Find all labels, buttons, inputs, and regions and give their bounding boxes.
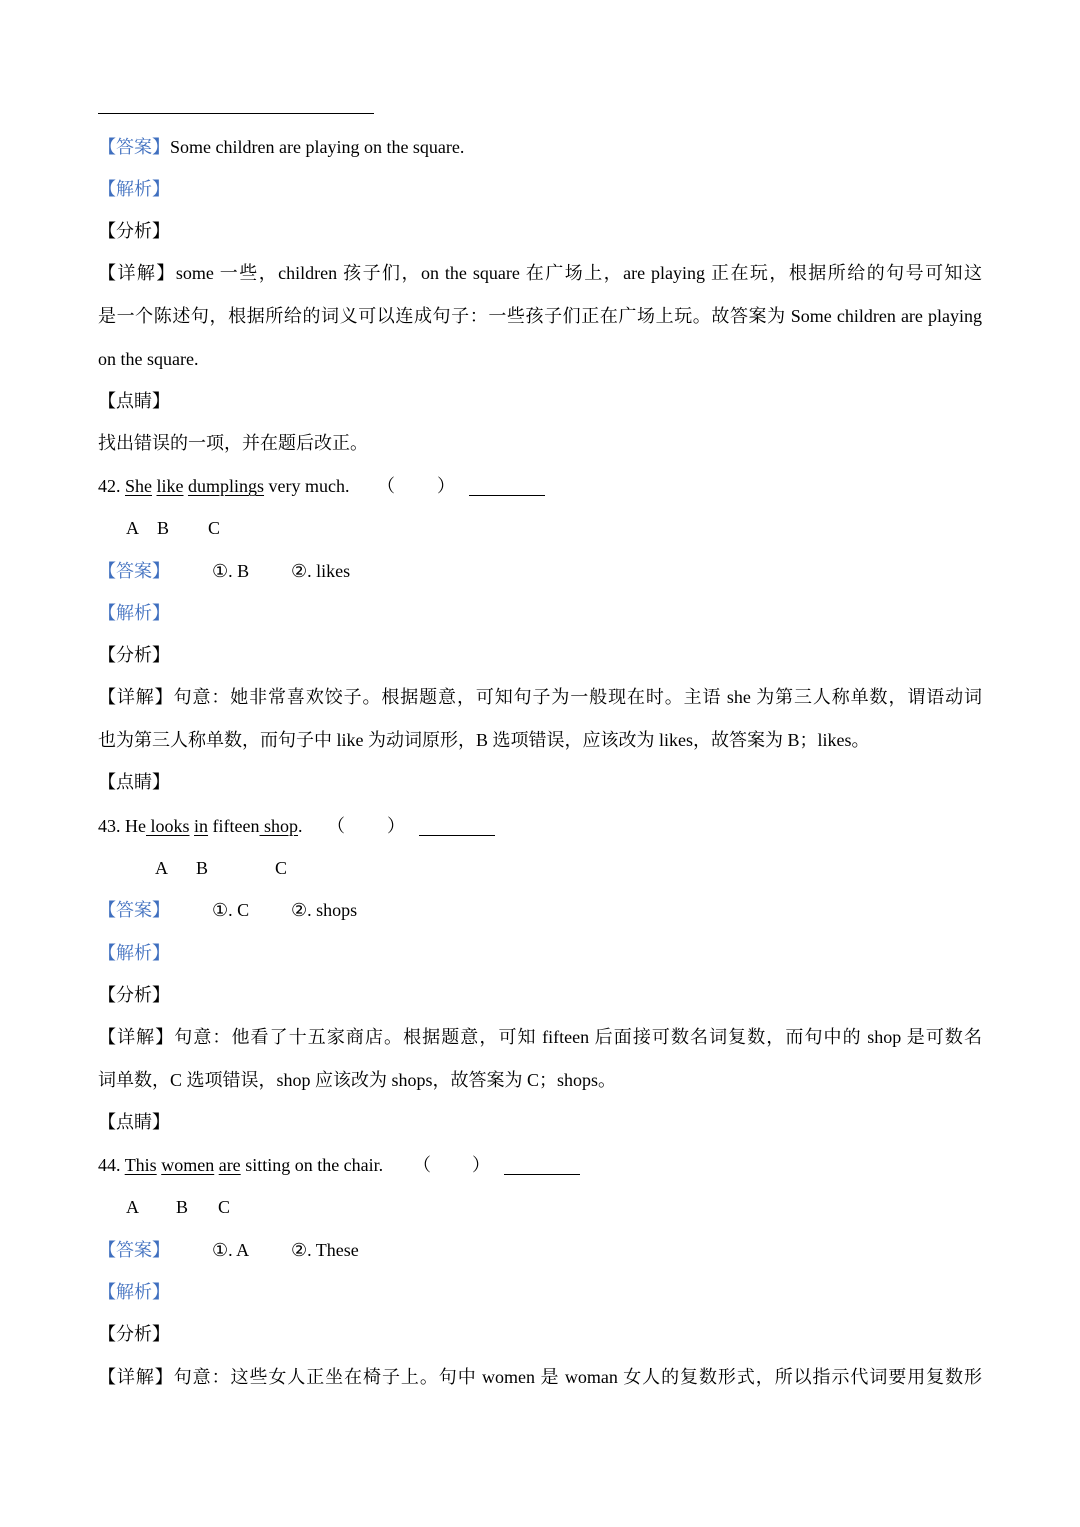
q44-option-c: C [218, 1197, 231, 1217]
q44-answer-2: ②. These [291, 1240, 359, 1260]
q43-seg: 43. He [98, 816, 146, 836]
question-43-sentence [98, 814, 303, 838]
section-instruction: 找出错误的一项，并在题后改正。 [98, 433, 368, 453]
q43-detail-line-1 [98, 1025, 982, 1049]
q41-answer-line [98, 135, 464, 159]
analysis-tag: 【解析】 [98, 603, 170, 623]
analysis-tag: 【解析】 [98, 179, 170, 199]
q41-answer-text: Some children are playing on the square. [170, 137, 465, 157]
analysis-tag: 【解析】 [98, 943, 170, 963]
q42-option-c: C [208, 518, 221, 538]
q42-paren-close: ） [437, 476, 455, 496]
q42-answer-1: ①. B [212, 561, 250, 581]
answer-tag: 【答案】 [98, 1240, 170, 1260]
q43-option-c: C [275, 858, 288, 878]
q42-option-b: B [157, 518, 170, 538]
q43-option-a: A [155, 858, 168, 878]
q43-answer-blank [419, 835, 495, 836]
q44-underlined-c: are [218, 1155, 241, 1175]
detail-tag: 【详解】 [98, 1367, 174, 1387]
q42-option-a: A [126, 518, 139, 538]
q44-answer-1: ①. A [212, 1240, 250, 1260]
detail-tag: 【详解】 [98, 1027, 175, 1047]
q43-answer-2: ②. shops [291, 900, 358, 920]
q42-underlined-c: dumplings [188, 476, 265, 496]
q42-detail-text-1: 句意：她非常喜欢饺子。根据题意，可知句子为一般现在时。主语 she 为第三人称单数，谓语动词 [173, 687, 982, 707]
fenxi-tag: 【分析】 [98, 985, 170, 1005]
answer-tag: 【答案】 [98, 900, 170, 920]
analysis-tag: 【解析】 [98, 1282, 170, 1302]
q44-underlined-b: women [161, 1155, 215, 1175]
q44-detail-text-1: 句意：这些女人正坐在椅子上。句中 women 是 woman 女人的复数形式，所以指示代词要用复数形 [173, 1367, 982, 1387]
q41-detail-line-3: on the square. [98, 349, 199, 369]
q42-detail-line-1 [98, 685, 982, 709]
answer-tag: 【答案】 [98, 561, 170, 581]
q43-paren-open: （ [327, 816, 345, 836]
q42-detail-line-2: 也为第三人称单数，而句子中 like 为动词原形，B 选项错误，应该改为 likes，故答案为 B；likes。 [98, 730, 870, 750]
q41-detail-line-1 [98, 261, 982, 285]
fenxi-tag: 【分析】 [98, 645, 170, 665]
q44-answer-blank [504, 1174, 580, 1175]
q44-seg: sitting on the chair. [240, 1155, 384, 1175]
q41-detail-line-2: 是一个陈述句，根据所给的词义可以连成句子：一些孩子们正在广场上玩。故答案为 Some children are playing [98, 306, 982, 326]
fenxi-tag: 【分析】 [98, 221, 170, 241]
answer-blank-rule [98, 113, 374, 114]
q43-seg: . [298, 816, 303, 836]
q42-paren-open: （ [377, 476, 395, 496]
q44-paren-open: （ [413, 1155, 431, 1175]
q43-underlined-b: in [194, 816, 209, 836]
detail-tag: 【详解】 [98, 687, 174, 707]
q43-underlined-c: shop [259, 816, 299, 836]
question-44-sentence [98, 1153, 383, 1177]
fenxi-tag: 【分析】 [98, 1324, 170, 1344]
q43-detail-text-1: 句意：他看了十五家商店。根据题意，可知 fifteen 后面接可数名词复数，而句中的 shop 是可数名 [174, 1027, 982, 1047]
tip-tag: 【点睛】 [98, 391, 170, 411]
tip-tag: 【点睛】 [98, 1112, 170, 1132]
q42-seg: very much. [264, 476, 350, 496]
q43-detail-line-2: 词单数，C 选项错误，shop 应该改为 shops，故答案为 C；shops。 [98, 1070, 617, 1090]
q42-underlined-a: She [125, 476, 152, 496]
q44-detail-line-1 [98, 1365, 982, 1389]
q42-answer-blank [469, 495, 545, 496]
question-42-sentence [98, 474, 350, 498]
q44-option-a: A [126, 1197, 139, 1217]
q43-answer-1: ①. C [212, 900, 250, 920]
q44-underlined-a: This [124, 1155, 157, 1175]
q43-paren-close: ） [387, 816, 405, 836]
q41-detail-text-1: some 一些，children 孩子们，on the square 在广场上，are playing 正在玩，根据所给的句号可知这 [175, 263, 982, 283]
detail-tag: 【详解】 [98, 263, 176, 283]
q42-answer-2: ②. likes [291, 561, 351, 581]
tip-tag: 【点睛】 [98, 772, 170, 792]
q42-underlined-b: like [156, 476, 184, 496]
answer-tag: 【答案】 [98, 137, 170, 157]
q42-seg: 42. [98, 476, 125, 496]
q43-option-b: B [196, 858, 209, 878]
q43-seg: fifteen [208, 816, 260, 836]
q44-paren-close: ） [472, 1155, 490, 1175]
q44-seg: 44. [98, 1155, 125, 1175]
q43-underlined-a: looks [146, 816, 190, 836]
q44-option-b: B [176, 1197, 189, 1217]
